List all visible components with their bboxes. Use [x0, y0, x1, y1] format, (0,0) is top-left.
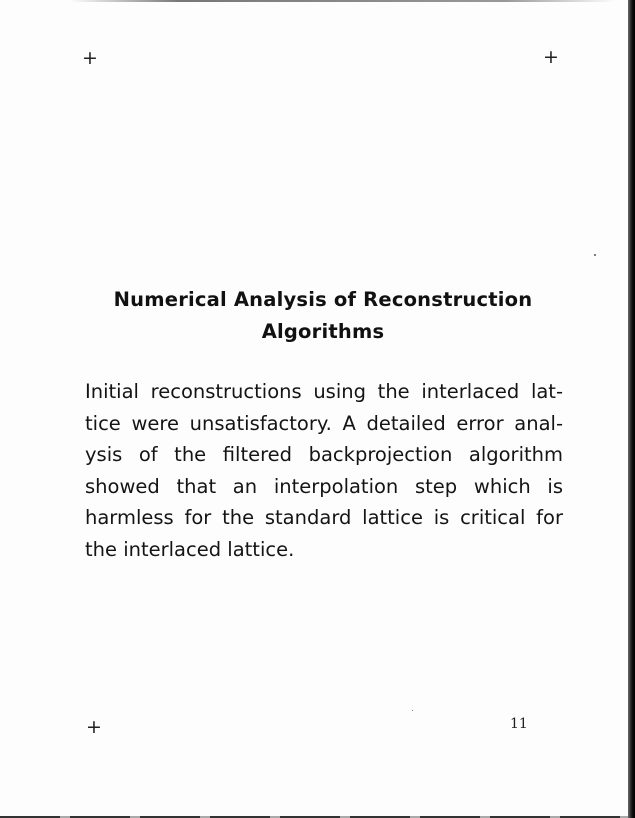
section-heading	[70, 284, 576, 348]
body-line: Initial reconstructions using the interlaced lat-	[85, 380, 563, 403]
body-line: ysis of the filtered backprojection algorithm	[85, 443, 563, 466]
scan-edge-right	[628, 0, 635, 818]
heading-line-2: Algorithms	[261, 320, 385, 343]
registration-mark-top-left: +	[82, 47, 98, 69]
body-line: the interlaced lattice.	[85, 537, 295, 561]
registration-mark-top-right: +	[543, 46, 559, 68]
body-line: showed that an interpolation step which is	[85, 474, 563, 498]
scan-speck	[594, 254, 596, 256]
heading-line-1: Numerical Analysis of Reconstruction	[113, 288, 533, 311]
body-paragraph	[85, 376, 563, 565]
scan-speck	[412, 710, 413, 711]
body-line: tice were unsatisfactory. A detailed error anal-	[85, 411, 563, 435]
scan-edge-top	[70, 0, 615, 2]
page-number: 11	[510, 716, 528, 732]
body-line: harmless for the standard lattice is critical for	[85, 506, 563, 529]
registration-mark-bottom-left: +	[86, 716, 102, 738]
